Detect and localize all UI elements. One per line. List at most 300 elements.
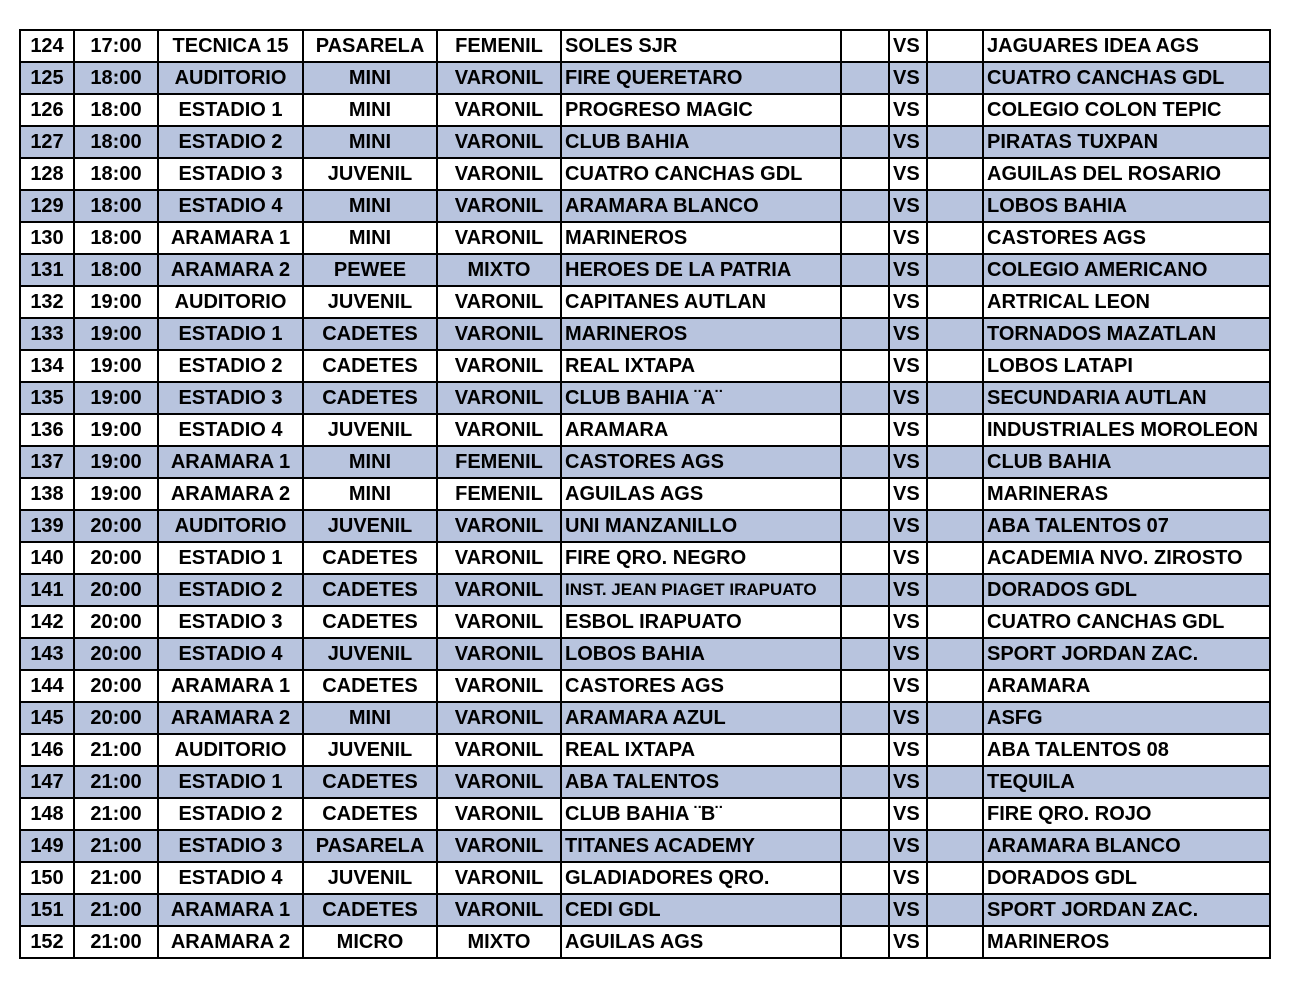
game-number: 148 — [20, 798, 74, 830]
table-row — [20, 606, 1270, 638]
game-time: 19:00 — [74, 446, 158, 478]
score-blank — [927, 446, 983, 478]
vs-label: VS — [889, 798, 927, 830]
away-team: JAGUARES IDEA AGS — [983, 30, 1270, 62]
game-gender: VARONIL — [437, 222, 561, 254]
game-number: 152 — [20, 926, 74, 958]
away-team: MARINEROS — [983, 926, 1270, 958]
score-blank — [841, 30, 889, 62]
game-category: CADETES — [303, 318, 437, 350]
game-time: 21:00 — [74, 830, 158, 862]
score-blank — [927, 702, 983, 734]
score-blank — [841, 798, 889, 830]
game-category: MICRO — [303, 926, 437, 958]
score-blank — [927, 670, 983, 702]
away-team: ABA TALENTOS 08 — [983, 734, 1270, 766]
game-time: 18:00 — [74, 222, 158, 254]
game-gender: VARONIL — [437, 670, 561, 702]
schedule-table — [19, 29, 1271, 959]
vs-label: VS — [889, 126, 927, 158]
game-number: 137 — [20, 446, 74, 478]
game-category: JUVENIL — [303, 638, 437, 670]
home-team: CLUB BAHIA ¨B¨ — [561, 798, 841, 830]
game-venue: AUDITORIO — [158, 62, 303, 94]
score-blank — [927, 414, 983, 446]
table-row — [20, 766, 1270, 798]
home-team: CASTORES AGS — [561, 446, 841, 478]
vs-label: VS — [889, 190, 927, 222]
game-gender: VARONIL — [437, 286, 561, 318]
away-team: CASTORES AGS — [983, 222, 1270, 254]
away-team: ACADEMIA NVO. ZIROSTO — [983, 542, 1270, 574]
game-number: 127 — [20, 126, 74, 158]
game-number: 136 — [20, 414, 74, 446]
away-team: INDUSTRIALES MOROLEON — [983, 414, 1270, 446]
game-venue: AUDITORIO — [158, 510, 303, 542]
away-team: COLEGIO AMERICANO — [983, 254, 1270, 286]
game-time: 20:00 — [74, 638, 158, 670]
game-time: 20:00 — [74, 606, 158, 638]
game-category: CADETES — [303, 350, 437, 382]
vs-label: VS — [889, 862, 927, 894]
game-time: 20:00 — [74, 542, 158, 574]
away-team: ASFG — [983, 702, 1270, 734]
game-category: CADETES — [303, 798, 437, 830]
away-team: SECUNDARIA AUTLAN — [983, 382, 1270, 414]
game-category: CADETES — [303, 670, 437, 702]
game-venue: ARAMARA 2 — [158, 478, 303, 510]
game-gender: VARONIL — [437, 638, 561, 670]
away-team: AGUILAS DEL ROSARIO — [983, 158, 1270, 190]
game-category: MINI — [303, 94, 437, 126]
away-team: ABA TALENTOS 07 — [983, 510, 1270, 542]
game-time: 20:00 — [74, 574, 158, 606]
game-venue: ESTADIO 4 — [158, 862, 303, 894]
game-category: JUVENIL — [303, 414, 437, 446]
game-number: 143 — [20, 638, 74, 670]
game-time: 21:00 — [74, 798, 158, 830]
home-team: SOLES SJR — [561, 30, 841, 62]
vs-label: VS — [889, 606, 927, 638]
game-venue: ESTADIO 4 — [158, 190, 303, 222]
game-number: 126 — [20, 94, 74, 126]
game-time: 19:00 — [74, 318, 158, 350]
game-category: CADETES — [303, 542, 437, 574]
vs-label: VS — [889, 478, 927, 510]
game-number: 131 — [20, 254, 74, 286]
table-row — [20, 574, 1270, 606]
game-category: MINI — [303, 478, 437, 510]
home-team: CLUB BAHIA — [561, 126, 841, 158]
table-row — [20, 190, 1270, 222]
home-team: ARAMARA — [561, 414, 841, 446]
game-category: JUVENIL — [303, 510, 437, 542]
game-number: 144 — [20, 670, 74, 702]
vs-label: VS — [889, 926, 927, 958]
vs-label: VS — [889, 734, 927, 766]
score-blank — [927, 254, 983, 286]
game-time: 21:00 — [74, 894, 158, 926]
game-gender: FEMENIL — [437, 30, 561, 62]
table-row — [20, 30, 1270, 62]
vs-label: VS — [889, 350, 927, 382]
game-venue: ESTADIO 2 — [158, 126, 303, 158]
table-row — [20, 510, 1270, 542]
game-number: 146 — [20, 734, 74, 766]
game-venue: ESTADIO 1 — [158, 766, 303, 798]
away-team: SPORT JORDAN ZAC. — [983, 638, 1270, 670]
game-number: 129 — [20, 190, 74, 222]
table-row — [20, 734, 1270, 766]
game-gender: VARONIL — [437, 702, 561, 734]
score-blank — [841, 766, 889, 798]
game-time: 19:00 — [74, 286, 158, 318]
score-blank — [841, 574, 889, 606]
score-blank — [841, 670, 889, 702]
game-time: 20:00 — [74, 670, 158, 702]
game-category: JUVENIL — [303, 734, 437, 766]
game-number: 133 — [20, 318, 74, 350]
score-blank — [841, 894, 889, 926]
game-time: 18:00 — [74, 62, 158, 94]
score-blank — [927, 318, 983, 350]
vs-label: VS — [889, 670, 927, 702]
game-venue: ESTADIO 3 — [158, 830, 303, 862]
game-venue: ESTADIO 1 — [158, 542, 303, 574]
away-team: CLUB BAHIA — [983, 446, 1270, 478]
game-number: 124 — [20, 30, 74, 62]
home-team: CLUB BAHIA ¨A¨ — [561, 382, 841, 414]
away-team: LOBOS LATAPI — [983, 350, 1270, 382]
game-number: 140 — [20, 542, 74, 574]
game-venue: ESTADIO 2 — [158, 798, 303, 830]
table-row — [20, 222, 1270, 254]
table-row — [20, 702, 1270, 734]
score-blank — [927, 574, 983, 606]
game-time: 21:00 — [74, 766, 158, 798]
game-gender: FEMENIL — [437, 478, 561, 510]
game-venue: ESTADIO 2 — [158, 350, 303, 382]
game-category: JUVENIL — [303, 158, 437, 190]
game-number: 135 — [20, 382, 74, 414]
home-team: HEROES DE LA PATRIA — [561, 254, 841, 286]
game-venue: ARAMARA 2 — [158, 926, 303, 958]
score-blank — [927, 894, 983, 926]
home-team: FIRE QRO. NEGRO — [561, 542, 841, 574]
game-venue: ARAMARA 2 — [158, 254, 303, 286]
game-gender: VARONIL — [437, 542, 561, 574]
game-category: PASARELA — [303, 830, 437, 862]
home-team: CAPITANES AUTLAN — [561, 286, 841, 318]
game-venue: ESTADIO 4 — [158, 638, 303, 670]
home-team: CEDI GDL — [561, 894, 841, 926]
vs-label: VS — [889, 414, 927, 446]
home-team: REAL IXTAPA — [561, 734, 841, 766]
table-row — [20, 414, 1270, 446]
score-blank — [927, 606, 983, 638]
score-blank — [841, 862, 889, 894]
home-team: AGUILAS AGS — [561, 478, 841, 510]
game-category: JUVENIL — [303, 862, 437, 894]
table-row — [20, 542, 1270, 574]
score-blank — [841, 510, 889, 542]
score-blank — [841, 62, 889, 94]
score-blank — [927, 926, 983, 958]
score-blank — [841, 606, 889, 638]
away-team: SPORT JORDAN ZAC. — [983, 894, 1270, 926]
home-team: ESBOL IRAPUATO — [561, 606, 841, 638]
table-row — [20, 798, 1270, 830]
game-venue: ESTADIO 1 — [158, 94, 303, 126]
game-gender: VARONIL — [437, 798, 561, 830]
game-category: CADETES — [303, 574, 437, 606]
game-gender: VARONIL — [437, 894, 561, 926]
game-gender: VARONIL — [437, 190, 561, 222]
score-blank — [841, 126, 889, 158]
game-gender: VARONIL — [437, 94, 561, 126]
vs-label: VS — [889, 702, 927, 734]
table-row — [20, 894, 1270, 926]
away-team: LOBOS BAHIA — [983, 190, 1270, 222]
score-blank — [927, 830, 983, 862]
game-gender: VARONIL — [437, 862, 561, 894]
table-row — [20, 670, 1270, 702]
game-venue: ESTADIO 3 — [158, 606, 303, 638]
table-row — [20, 638, 1270, 670]
vs-label: VS — [889, 510, 927, 542]
game-category: MINI — [303, 222, 437, 254]
vs-label: VS — [889, 382, 927, 414]
home-team: TITANES ACADEMY — [561, 830, 841, 862]
score-blank — [841, 830, 889, 862]
game-venue: ARAMARA 1 — [158, 222, 303, 254]
score-blank — [927, 510, 983, 542]
game-category: CADETES — [303, 606, 437, 638]
game-number: 151 — [20, 894, 74, 926]
game-gender: VARONIL — [437, 350, 561, 382]
table-row — [20, 158, 1270, 190]
game-venue: ESTADIO 1 — [158, 318, 303, 350]
vs-label: VS — [889, 574, 927, 606]
score-blank — [841, 222, 889, 254]
game-time: 19:00 — [74, 350, 158, 382]
score-blank — [927, 190, 983, 222]
table-row — [20, 94, 1270, 126]
away-team: PIRATAS TUXPAN — [983, 126, 1270, 158]
table-row — [20, 382, 1270, 414]
game-venue: ESTADIO 3 — [158, 158, 303, 190]
table-row — [20, 446, 1270, 478]
game-gender: VARONIL — [437, 510, 561, 542]
table-row — [20, 350, 1270, 382]
game-number: 132 — [20, 286, 74, 318]
score-blank — [841, 734, 889, 766]
game-venue: ARAMARA 1 — [158, 894, 303, 926]
score-blank — [927, 734, 983, 766]
table-row — [20, 862, 1270, 894]
game-category: MINI — [303, 446, 437, 478]
vs-label: VS — [889, 254, 927, 286]
score-blank — [927, 286, 983, 318]
away-team: FIRE QRO. ROJO — [983, 798, 1270, 830]
game-gender: VARONIL — [437, 414, 561, 446]
game-time: 18:00 — [74, 94, 158, 126]
game-gender: VARONIL — [437, 62, 561, 94]
score-blank — [841, 926, 889, 958]
game-time: 18:00 — [74, 190, 158, 222]
game-venue: TECNICA 15 — [158, 30, 303, 62]
table-row — [20, 286, 1270, 318]
game-time: 19:00 — [74, 478, 158, 510]
table-row — [20, 62, 1270, 94]
game-time: 20:00 — [74, 702, 158, 734]
game-category: MINI — [303, 190, 437, 222]
table-row — [20, 478, 1270, 510]
away-team: DORADOS GDL — [983, 862, 1270, 894]
score-blank — [927, 542, 983, 574]
game-time: 17:00 — [74, 30, 158, 62]
game-gender: VARONIL — [437, 318, 561, 350]
away-team: CUATRO CANCHAS GDL — [983, 62, 1270, 94]
game-time: 21:00 — [74, 862, 158, 894]
vs-label: VS — [889, 94, 927, 126]
game-category: CADETES — [303, 382, 437, 414]
home-team: UNI MANZANILLO — [561, 510, 841, 542]
game-venue: ARAMARA 2 — [158, 702, 303, 734]
game-number: 145 — [20, 702, 74, 734]
home-team: REAL IXTAPA — [561, 350, 841, 382]
score-blank — [927, 350, 983, 382]
score-blank — [927, 222, 983, 254]
score-blank — [927, 766, 983, 798]
home-team: PROGRESO MAGIC — [561, 94, 841, 126]
game-time: 21:00 — [74, 926, 158, 958]
game-venue: AUDITORIO — [158, 286, 303, 318]
away-team: DORADOS GDL — [983, 574, 1270, 606]
game-time: 18:00 — [74, 158, 158, 190]
score-blank — [841, 254, 889, 286]
score-blank — [841, 702, 889, 734]
game-number: 130 — [20, 222, 74, 254]
game-gender: VARONIL — [437, 382, 561, 414]
game-time: 19:00 — [74, 414, 158, 446]
away-team: TORNADOS MAZATLAN — [983, 318, 1270, 350]
score-blank — [841, 94, 889, 126]
game-venue: AUDITORIO — [158, 734, 303, 766]
home-team: ABA TALENTOS — [561, 766, 841, 798]
home-team: ARAMARA AZUL — [561, 702, 841, 734]
score-blank — [927, 862, 983, 894]
game-venue: ESTADIO 4 — [158, 414, 303, 446]
game-gender: VARONIL — [437, 158, 561, 190]
table-row — [20, 254, 1270, 286]
home-team: CUATRO CANCHAS GDL — [561, 158, 841, 190]
game-number: 147 — [20, 766, 74, 798]
table-row — [20, 126, 1270, 158]
score-blank — [841, 350, 889, 382]
game-gender: VARONIL — [437, 574, 561, 606]
vs-label: VS — [889, 446, 927, 478]
vs-label: VS — [889, 62, 927, 94]
home-team: AGUILAS AGS — [561, 926, 841, 958]
home-team: MARINEROS — [561, 222, 841, 254]
game-number: 128 — [20, 158, 74, 190]
game-gender: VARONIL — [437, 126, 561, 158]
game-number: 138 — [20, 478, 74, 510]
vs-label: VS — [889, 318, 927, 350]
game-venue: ESTADIO 2 — [158, 574, 303, 606]
vs-label: VS — [889, 830, 927, 862]
score-blank — [927, 478, 983, 510]
vs-label: VS — [889, 286, 927, 318]
vs-label: VS — [889, 158, 927, 190]
game-category: CADETES — [303, 894, 437, 926]
away-team: COLEGIO COLON TEPIC — [983, 94, 1270, 126]
score-blank — [841, 382, 889, 414]
game-gender: VARONIL — [437, 830, 561, 862]
score-blank — [927, 638, 983, 670]
game-venue: ESTADIO 3 — [158, 382, 303, 414]
vs-label: VS — [889, 638, 927, 670]
score-blank — [927, 94, 983, 126]
score-blank — [841, 638, 889, 670]
score-blank — [841, 542, 889, 574]
score-blank — [927, 126, 983, 158]
home-team: CASTORES AGS — [561, 670, 841, 702]
score-blank — [841, 318, 889, 350]
vs-label: VS — [889, 222, 927, 254]
game-category: CADETES — [303, 766, 437, 798]
game-time: 18:00 — [74, 254, 158, 286]
score-blank — [927, 158, 983, 190]
game-time: 21:00 — [74, 734, 158, 766]
table-row — [20, 830, 1270, 862]
score-blank — [841, 446, 889, 478]
game-category: PEWEE — [303, 254, 437, 286]
game-venue: ARAMARA 1 — [158, 670, 303, 702]
score-blank — [841, 190, 889, 222]
score-blank — [841, 414, 889, 446]
home-team: ARAMARA BLANCO — [561, 190, 841, 222]
away-team: ARAMARA BLANCO — [983, 830, 1270, 862]
game-number: 150 — [20, 862, 74, 894]
game-gender: FEMENIL — [437, 446, 561, 478]
home-team: GLADIADORES QRO. — [561, 862, 841, 894]
away-team: ARTRICAL LEON — [983, 286, 1270, 318]
score-blank — [841, 158, 889, 190]
vs-label: VS — [889, 894, 927, 926]
schedule-sheet — [19, 29, 1271, 959]
game-gender: VARONIL — [437, 606, 561, 638]
game-gender: VARONIL — [437, 734, 561, 766]
schedule-body — [20, 30, 1270, 958]
away-team: TEQUILA — [983, 766, 1270, 798]
game-number: 139 — [20, 510, 74, 542]
game-number: 142 — [20, 606, 74, 638]
home-team: LOBOS BAHIA — [561, 638, 841, 670]
away-team: CUATRO CANCHAS GDL — [983, 606, 1270, 638]
game-category: MINI — [303, 126, 437, 158]
score-blank — [927, 62, 983, 94]
game-number: 149 — [20, 830, 74, 862]
game-category: JUVENIL — [303, 286, 437, 318]
game-time: 19:00 — [74, 382, 158, 414]
away-team: MARINERAS — [983, 478, 1270, 510]
score-blank — [841, 478, 889, 510]
table-row — [20, 318, 1270, 350]
game-time: 20:00 — [74, 510, 158, 542]
game-category: PASARELA — [303, 30, 437, 62]
